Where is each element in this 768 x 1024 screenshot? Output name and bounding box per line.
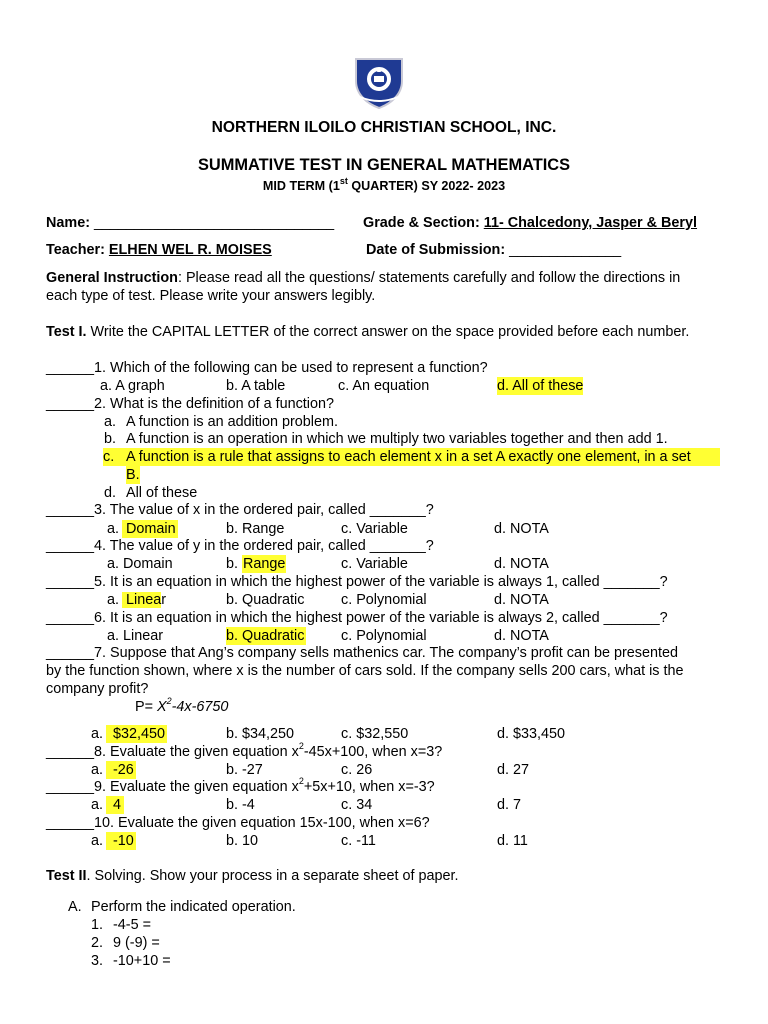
name-field: Name: ______________________________ (46, 215, 335, 231)
q2-option-c-answer: c. A function is a rule that assigns to each element x in a set A exactly one element, in a set (103, 448, 720, 466)
general-instruction-line2: each type of test. Please write your answers legibly. (46, 288, 376, 304)
q2-option-d-letter: d. (104, 485, 117, 501)
q1-option-c: c. An equation (338, 378, 430, 394)
question-1: ______1. Which of the following can be used to represent a function? (46, 360, 488, 376)
question-6: ______6. It is an equation in which the highest power of the variable is always 2, called _______? (46, 610, 668, 626)
q5-option-c: c. Polynomial (341, 592, 427, 608)
grade-section-field: Grade & Section: 11- Chalcedony, Jasper & Beryl (363, 215, 698, 231)
q9-option-d: d. 7 (497, 797, 522, 813)
test2-item-number: 2. (91, 935, 104, 951)
school-name: NORTHERN ILOILO CHRISTIAN SCHOOL, INC. (211, 119, 557, 136)
q4-option-a: a. Domain (107, 556, 173, 572)
question-5: ______5. It is an equation in which the highest power of the variable is always 1, called _______? (46, 574, 668, 590)
q8-option-a-answer: -26 (106, 761, 136, 779)
q8-option-b: b. -27 (226, 762, 263, 778)
q2-option-a: A function is an addition problem. (126, 414, 338, 430)
term-line: MID TERM (1st QUARTER) SY 2022- 2023 (262, 175, 506, 193)
question-9: ______9. Evaluate the given equation $x^2+5x+10$, when x=-3? (46, 776, 435, 795)
q7-formula: $P= X^2-4x-6750$ (135, 696, 229, 715)
q3-option-a-letter: a. (107, 521, 120, 537)
q10-option-b: b. 10 (226, 833, 259, 849)
q8-option-c: c. 26 (341, 762, 373, 778)
test2-item-expression: -10+10 = (113, 953, 171, 969)
q7-option-b: b. $34,250 (226, 726, 295, 742)
q10-option-a-letter: a. (91, 833, 104, 849)
q6-option-a: a. Linear (107, 628, 164, 644)
question-8: ______8. Evaluate the given equation $x^2-45x+100$, when x=3? (46, 741, 443, 760)
q9-option-a-letter: a. (91, 797, 104, 813)
q7-option-a-letter: a. (91, 726, 104, 742)
q5-option-d: d. NOTA (494, 592, 549, 608)
general-instruction: General Instruction: Please read all the questions/ statements carefully and follow the directions in (46, 270, 681, 286)
q6-option-c: c. Polynomial (341, 628, 427, 644)
q4-option-c: c. Variable (341, 556, 408, 572)
q3-option-a-answer: Domain (122, 520, 178, 538)
q1-option-d-answer: d. All of these (497, 378, 584, 394)
q9-option-b: b. -4 (226, 797, 255, 813)
q8-option-a-letter: a. (91, 762, 104, 778)
q6-option-d: d. NOTA (494, 628, 549, 644)
q8-option-d: d. 27 (497, 762, 530, 778)
q10-option-d: d. 11 (497, 833, 528, 849)
test1-heading: Test I. Write the CAPITAL LETTER of the correct answer on the space provided before each number. (46, 324, 690, 340)
test2-item-number: 3. (91, 953, 104, 969)
test2-item-expression: -4-5 = (113, 917, 151, 933)
q5-option-a-letter: a. (107, 592, 120, 608)
question-3: ______3. The value of x in the ordered pair, called _______? (46, 502, 434, 518)
q4-option-b-letter: b. (226, 556, 239, 572)
q7-option-d: d. $33,450 (497, 726, 566, 742)
q4-option-b-answer: Range (243, 556, 286, 572)
test2-section-a-letter: A. (68, 899, 82, 915)
test2-section-a: Perform the indicated operation. (91, 899, 296, 915)
question-7-line3: company profit? (46, 681, 149, 697)
q10-option-c: c. -11 (341, 833, 376, 849)
question-7-line2: by the function shown, where x is the number of cars sold. If the company sells 200 cars, what is the (46, 663, 684, 679)
question-10: ______10. Evaluate the given equation 15x-100, when x=6? (46, 815, 430, 831)
teacher-field: Teacher: ELHEN WEL R. MOISES (46, 242, 272, 258)
test2-item-expression: 9 (-9) = (113, 935, 160, 951)
q2-option-c-continued: B. (126, 467, 140, 483)
q2-option-b: A function is an operation in which we multiply two variables together and then add 1. (126, 431, 668, 447)
q5-option-a-answer: Linear (122, 591, 166, 609)
q2-option-d: All of these (126, 485, 198, 501)
q2-option-b-letter: b. (104, 431, 117, 447)
test-title: SUMMATIVE TEST IN GENERAL MATHEMATICS (197, 156, 571, 174)
q3-option-d: d. NOTA (494, 521, 549, 537)
q1-option-a: a. A graph (100, 378, 165, 394)
q2-option-a-letter: a. (104, 414, 117, 430)
test2-heading: Test II. Solving. Show your process in a separate sheet of paper. (46, 868, 459, 884)
q6-option-b-answer: b. Quadratic (226, 628, 305, 644)
q4-option-d: d. NOTA (494, 556, 549, 572)
school-logo-icon (350, 55, 408, 109)
test2-item-number: 1. (91, 917, 104, 933)
q10-option-a-answer: -10 (106, 832, 136, 850)
question-4: ______4. The value of y in the ordered pair, called _______? (46, 538, 434, 554)
date-of-submission-field: Date of Submission: ______________ (366, 242, 622, 258)
q3-option-c: c. Variable (341, 521, 408, 537)
question-2: ______2. What is the definition of a function? (46, 396, 335, 412)
q9-option-c: c. 34 (341, 797, 373, 813)
q5-option-b: b. Quadratic (226, 592, 305, 608)
q9-option-a-answer: 4 (106, 796, 124, 814)
q3-option-b: b. Range (226, 521, 285, 537)
q7-option-c: c. $32,550 (341, 726, 409, 742)
q7-option-a-answer: $32,450 (106, 725, 167, 743)
q1-option-b: b. A table (226, 378, 286, 394)
question-7: ______7. Suppose that Ang’s company sells mathenics car. The company’s profit can be presented (46, 645, 678, 661)
